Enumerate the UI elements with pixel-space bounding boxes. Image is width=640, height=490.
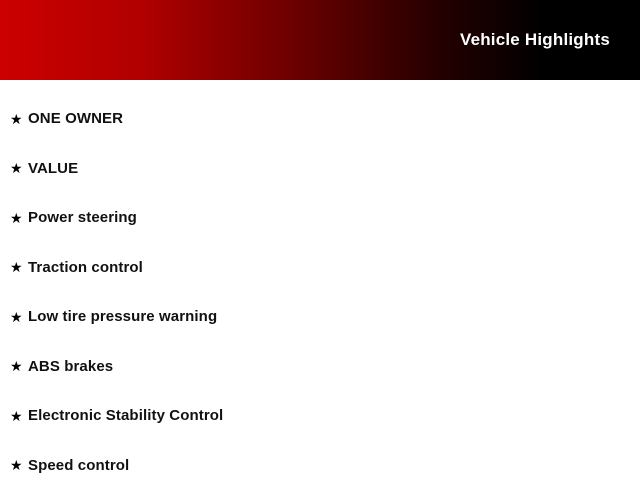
star-icon: ★ — [10, 310, 28, 324]
highlight-label: ONE OWNER — [28, 110, 123, 127]
highlight-label: Low tire pressure warning — [28, 308, 217, 325]
list-item — [0, 391, 640, 441]
header-bar — [0, 0, 640, 80]
highlight-label: ABS brakes — [28, 358, 113, 375]
list-item — [0, 193, 640, 243]
highlight-label: Speed control — [28, 457, 129, 474]
highlights-list — [0, 80, 640, 490]
highlight-label: Power steering — [28, 209, 137, 226]
page-title: Vehicle Highlights — [460, 30, 610, 50]
list-item — [0, 441, 640, 490]
highlight-label: VALUE — [28, 160, 78, 177]
star-icon: ★ — [10, 161, 28, 175]
star-icon: ★ — [10, 458, 28, 472]
list-item — [0, 243, 640, 293]
star-icon: ★ — [10, 211, 28, 225]
list-item — [0, 292, 640, 342]
list-item — [0, 94, 640, 144]
star-icon: ★ — [10, 112, 28, 126]
list-item — [0, 342, 640, 392]
list-item — [0, 144, 640, 194]
star-icon: ★ — [10, 359, 28, 373]
star-icon: ★ — [10, 260, 28, 274]
highlight-label: Electronic Stability Control — [28, 407, 223, 424]
highlight-label: Traction control — [28, 259, 143, 276]
star-icon: ★ — [10, 409, 28, 423]
